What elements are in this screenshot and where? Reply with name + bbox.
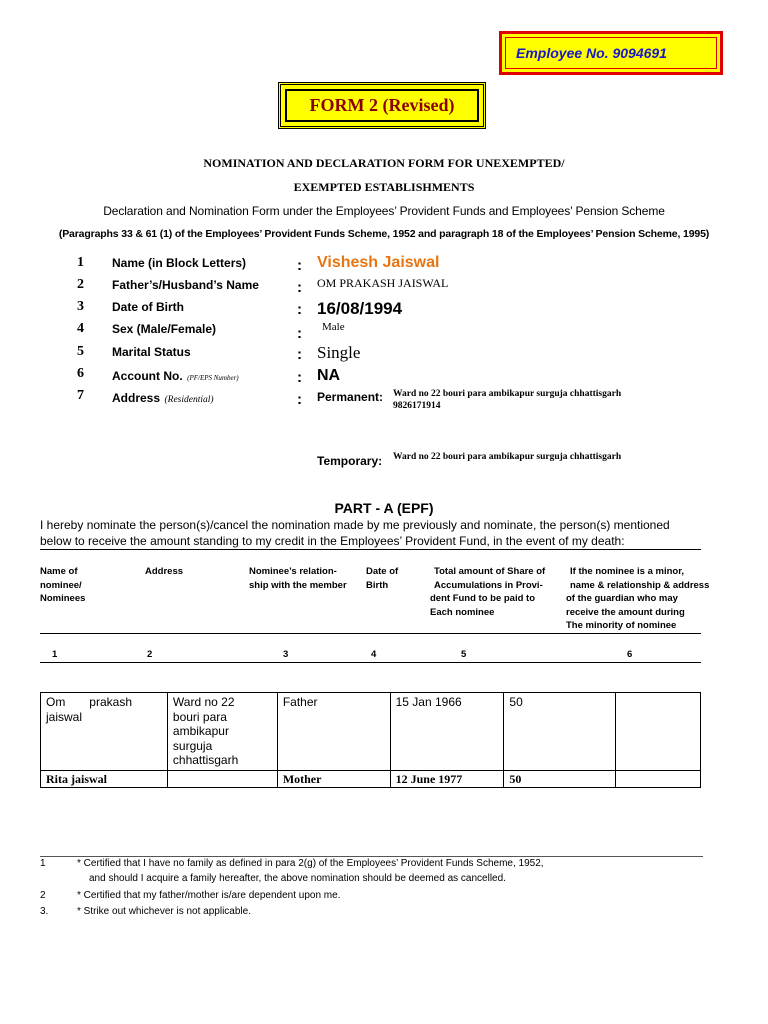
address-temporary: Ward no 22 bouri para ambikapur surguja chhattisgarh [393,452,622,462]
nominee-table [40,692,701,788]
nominee-address-cell [167,770,277,788]
nominee-share-cell: 50 [504,770,616,788]
field-value-sex: Male [322,321,345,333]
col-header-dob [366,565,398,592]
divider [40,549,701,550]
table-row [41,693,701,771]
part-a-intro-line-1: I hereby nominate the person(s)/cancel the nomination made by me previously and nominate, the person(s) mentioned [40,518,670,532]
nominee-guardian-cell [616,770,701,788]
header-line: If the nominee is a minor, [570,566,685,577]
header-line: Name of [40,566,78,577]
footnote-text: * Certified that I have no family as defined in para 2(g) of the Employees’ Provident Funds Scheme, 1952, [77,858,544,869]
field-value-name: Vishesh Jaiswal [317,254,440,271]
nominee-address-line: chhattisgarh [172,753,239,767]
column-number: 5 [461,649,467,660]
part-a-intro-line-2: below to receive the amount standing to my credit in the Employees’ Provident Fund, in the event of my death: [40,534,625,548]
nominee-name-word: prakash [89,695,132,709]
nominee-address-cell [167,693,277,771]
col-header-share [430,565,550,619]
field-number: 2 [77,277,84,292]
employee-number-box [499,31,723,75]
header-line: name & relationship & address [570,579,710,591]
nominee-name-word: jaiswal [46,709,83,724]
field-colon: : [297,325,302,342]
heading-line-1: NOMINATION AND DECLARATION FORM FOR UNEXEMPTED/ [203,156,565,170]
column-number: 4 [371,649,377,660]
header-line: receive the amount during [566,606,685,618]
field-colon: : [297,369,302,386]
address-permanent-label: Permanent: [317,390,384,404]
field-label-note: (Residential) [164,395,214,405]
footnote-number: 2 [40,890,46,901]
divider [40,633,701,634]
field-label-note: (PF/EPS Number) [187,374,239,382]
header-line: Accumulations in Provi- [434,579,543,591]
col-header-relationship [249,565,347,592]
nominee-share-cell: 50 [504,693,616,771]
field-label-marital-status: Marital Status [112,345,191,359]
col-header-address [145,565,183,579]
nominee-name-cell: Rita jaiswal [41,770,168,788]
field-number: 3 [77,299,84,314]
field-colon: : [297,346,302,363]
column-number: 1 [52,649,58,660]
heading-paragraphs: (Paragraphs 33 & 61 (1) of the Employees’ Provident Funds Scheme, 1952 and paragraph 18 of the Employees’ Pension Scheme, 1995) [58,228,710,240]
field-value-account-no: NA [317,367,341,384]
field-label-account-no-wrap [112,367,239,385]
header-line: of the guardian who may [566,593,678,604]
nominee-dob-cell: 15 Jan 1966 [390,693,504,771]
heading-subtitle: Declaration and Nomination Form under the Employees’ Provident Funds and Employees’ Pension Scheme [103,204,665,218]
nominee-dob-cell: 12 June 1977 [390,770,504,788]
field-label-father-name: Father’s/Husband’s Name [112,278,259,292]
footnote-text: * Strike out whichever is not applicable. [77,906,251,917]
heading-line-2: EXEMPTED ESTABLISHMENTS [293,180,475,194]
field-label-sex: Sex (Male/Female) [112,322,217,336]
field-value-father-name: OM PRAKASH JAISWAL [317,276,449,290]
divider [40,662,701,663]
field-number: 4 [77,321,84,336]
nominee-address-text: bouri para [172,709,227,724]
nominee-address-line: ambikapur [172,724,229,738]
footnote-text: and should I acquire a family hereafter, the above nomination should be deemed as cancelled. [89,873,506,884]
field-number: 5 [77,344,84,359]
header-line: Nominee’s relation- [249,566,337,577]
address-temporary-label: Temporary: [317,454,383,468]
table-row [41,770,701,788]
column-number: 3 [283,649,289,660]
header-line: dent Fund to be paid to [430,593,536,604]
field-number: 7 [77,388,84,403]
nominee-guardian-cell [616,693,701,771]
form-title: FORM 2 (Revised) [285,89,479,122]
field-label-address: Address [112,391,161,405]
footnote-number: 3. [40,906,49,917]
address-permanent [393,388,621,412]
nominee-address-line: Ward no 22 [172,695,235,709]
address-phone: 9826171914 [393,401,441,411]
field-number: 6 [77,366,84,381]
field-label-address-wrap [112,389,214,407]
form-title-box [278,82,486,129]
employee-number: Employee No. 9094691 [505,37,717,69]
header-line: nominee/ [40,579,82,591]
header-line: Date of [366,566,399,577]
field-label-account-no: Account No. [112,369,183,383]
nominee-name-line [46,695,132,710]
nominee-address-line: surguja [172,738,213,753]
header-line: ship with the member [249,579,347,591]
nominee-relation-cell: Father [277,693,390,771]
header-line: Total amount of Share of [434,566,546,577]
divider [40,856,703,857]
field-colon: : [297,279,302,296]
column-number: 6 [627,649,633,660]
header-line: Address [145,566,184,577]
nominee-name-cell [41,693,168,771]
field-colon: : [297,257,302,274]
address-permanent-line: Ward no 22 bouri para ambikapur surguja chhattisgarh [393,389,622,399]
part-a-title: PART - A (EPF) [334,500,434,516]
header-line: Each nominee [430,606,495,618]
field-label-dob: Date of Birth [112,300,184,314]
field-colon: : [297,301,302,318]
header-line: Birth [366,579,389,591]
footnote-text: * Certified that my father/mother is/are dependent upon me. [77,890,341,901]
col-header-guardian [566,565,709,633]
header-line: The minority of nominee [566,620,677,631]
field-value-marital-status: Single [317,343,361,362]
field-colon: : [297,391,302,408]
field-number: 1 [77,255,84,270]
col-header-name [40,565,85,606]
header-line: Nominees [40,593,86,604]
nominee-address-line [173,710,241,725]
nominee-relation-cell: Mother [277,770,390,788]
field-label-name: Name (in Block Letters) [112,256,247,270]
nominee-name-word: Om [46,695,66,709]
column-number: 2 [147,649,153,660]
footnote-number: 1 [40,858,46,869]
field-value-dob: 16/08/1994 [317,299,403,318]
